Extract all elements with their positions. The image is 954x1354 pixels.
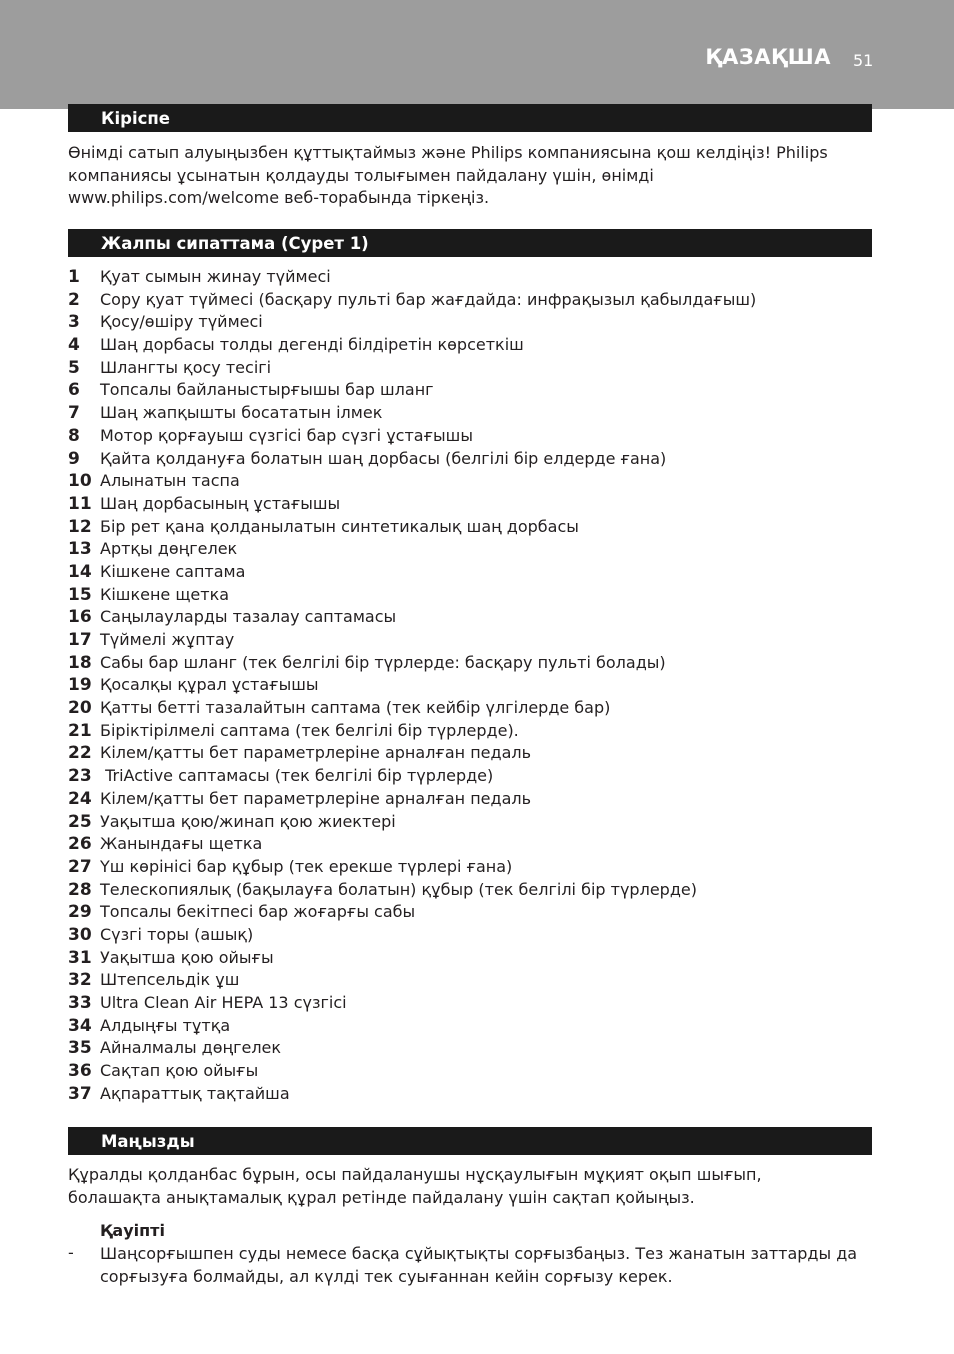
list-item [68, 584, 756, 607]
item-text: Шаң дорбасы толды дегенді білдіретін көрсеткіш [100, 335, 524, 355]
item-text: Қосу/өшіру түймесі [100, 312, 263, 332]
section-heading-text: Маңызды [101, 1132, 195, 1151]
item-number: 25 [68, 811, 92, 832]
item-number: 14 [68, 561, 92, 582]
list-item [68, 879, 756, 902]
item-text: Алынатын таспа [100, 471, 240, 491]
item-number: 15 [68, 584, 92, 605]
item-number: 29 [68, 902, 92, 923]
item-number: 19 [68, 675, 92, 696]
list-item [68, 493, 756, 516]
list-item [68, 629, 756, 652]
item-number: 12 [68, 516, 92, 537]
item-number: 34 [68, 1015, 92, 1036]
item-number: 36 [68, 1061, 92, 1082]
bullet-dash: - [68, 1243, 74, 1262]
language-title: ҚАЗАҚША [705, 45, 831, 69]
item-number: 24 [68, 788, 92, 809]
list-item [68, 674, 756, 697]
item-text: Уақытша қою ойығы [100, 947, 274, 967]
list-item [68, 538, 756, 561]
item-number: 17 [68, 630, 92, 650]
parts-list [68, 266, 756, 1105]
item-number: 16 [68, 607, 92, 628]
item-number: 27 [68, 856, 92, 877]
list-item [68, 606, 756, 629]
list-item [68, 720, 756, 743]
item-text: Жанындағы щетка [100, 834, 263, 854]
item-text: Топсалы байланыстырғышы бар шланг [100, 380, 434, 400]
item-number: 2 [68, 289, 80, 310]
danger-text: Шаңсорғышпен суды немесе басқа сұйықтықты сорғызбаңыз. Тез жанатын заттарды да сорғызуға болмайды, ал күлді тек суығаннан кейін сорғызу керек. [100, 1244, 858, 1286]
item-number: 28 [68, 879, 92, 900]
item-text: Сабы бар шланг (тек белгілі бір түрлерде: басқару пульті болады) [100, 652, 666, 672]
list-item [68, 947, 756, 970]
list-item [68, 1037, 756, 1060]
item-text: Мотор қорғауыш сүзгісі бар сүзгі ұстағышы [100, 425, 473, 445]
item-text: Ақпараттық тақтайша [100, 1083, 290, 1103]
item-text: Сүзгі торы (ашық) [100, 924, 254, 944]
list-item [68, 470, 756, 493]
item-text: Шлангты қосу тесігі [100, 357, 272, 377]
item-number: 33 [68, 993, 92, 1013]
list-item [68, 788, 756, 811]
item-number: 7 [68, 403, 80, 424]
item-number: 31 [68, 947, 92, 968]
page-number: 51 [853, 51, 874, 70]
item-text: Сору қуат түймесі (басқару пульті бар жағдайда: инфрақызыл қабылдағыш) [100, 289, 757, 309]
list-item [68, 652, 756, 675]
item-number: 5 [68, 357, 80, 378]
item-text: Шаң дорбасының ұстағышы [100, 493, 341, 513]
list-item [68, 765, 756, 788]
danger-heading: Қауіпті [100, 1221, 165, 1240]
section-heading-text: Жалпы сипаттама (Сурет 1) [101, 234, 369, 253]
list-item [68, 811, 756, 834]
item-text: Бір рет қана қолданылатын синтетикалық шаң дорбасы [100, 516, 579, 536]
list-item [68, 357, 756, 380]
list-item [68, 311, 756, 334]
list-item [68, 901, 756, 924]
list-item [68, 379, 756, 402]
item-number: 9 [68, 448, 80, 469]
section-heading-text: Кіріспе [101, 109, 170, 128]
item-text: Қуат сымын жинау түймесі [100, 267, 331, 286]
list-item [68, 697, 756, 720]
list-item [68, 1083, 756, 1106]
item-text: Қатты бетті тазалайтын саптама (тек кейбір үлгілерде бар) [100, 698, 611, 718]
list-item [68, 924, 756, 947]
item-text: Артқы дөңгелек [100, 539, 238, 559]
page-header-bar [0, 0, 954, 109]
item-text: Біріктірілмелі саптама (тек белгілі бір түрлерде). [100, 720, 519, 740]
item-number: 8 [68, 425, 80, 446]
list-item [68, 334, 756, 357]
item-text: Түймелі жұптау [100, 630, 235, 649]
item-text: Қосалқы құрал ұстағышы [100, 675, 319, 695]
list-item [68, 856, 756, 879]
list-item [68, 969, 756, 992]
intro-paragraph: Өнімді сатып алуыңызбен құттықтаймыз және Philips компаниясына қош келдіңіз! Philips компаниясы ұсынатын қолдауды толығымен пайдалану үшін, өнімді www.philips.com/welcome веб-торабында тіркеңіз. [68, 143, 828, 207]
item-number: 4 [68, 335, 80, 356]
important-paragraph: Құралды қолданбас бұрын, осы пайдаланушы нұсқаулығын мұқият оқып шығып, болашақта анықтамалық құрал ретінде пайдалану үшін сақтап қойыңыз. [68, 1165, 762, 1207]
list-item [68, 561, 756, 584]
list-item [68, 425, 756, 448]
item-number: 35 [68, 1038, 92, 1059]
item-number: 10 [68, 471, 92, 492]
item-number: 18 [68, 652, 92, 673]
section-heading-general-description [68, 229, 872, 257]
item-text: Телескопиялық (бақылауға болатын) құбыр (тек белгілі бір түрлерде) [100, 879, 697, 899]
item-text: Кішкене щетка [100, 584, 230, 604]
item-text: Штепсельдік ұш [100, 970, 240, 990]
list-item [68, 742, 756, 765]
item-number: 22 [68, 743, 92, 764]
item-text: TriActive саптамасы (тек белгілі бір түрлерде) [100, 766, 494, 786]
item-text: Айналмалы дөңгелек [100, 1038, 282, 1058]
list-item [68, 448, 756, 471]
item-text: Кілем/қатты бет параметрлеріне арналған педаль [100, 743, 532, 763]
item-text: Кішкене саптама [100, 561, 246, 581]
item-number: 32 [68, 970, 92, 991]
list-item [68, 1015, 756, 1038]
section-heading-intro [68, 104, 872, 132]
item-text: Топсалы бекітпесі бар жоғарғы сабы [100, 902, 416, 922]
item-number: 20 [68, 698, 92, 719]
item-number: 26 [68, 834, 92, 855]
item-text: Уақытша қою/жинап қою жиектері [100, 811, 396, 831]
item-number: 23 [68, 766, 92, 787]
item-number: 3 [68, 312, 80, 333]
list-item [68, 992, 756, 1015]
list-item [68, 402, 756, 425]
item-text: Шаң жапқышты босататын ілмек [100, 403, 383, 423]
item-number: 11 [68, 493, 92, 514]
item-text: Ultra Clean Air HEPA 13 сүзгісі [100, 993, 347, 1012]
list-item [68, 1060, 756, 1083]
item-number: 30 [68, 924, 92, 945]
list-item [68, 289, 756, 312]
item-number: 21 [68, 720, 92, 741]
list-item [68, 833, 756, 856]
item-text: Сақтап қою ойығы [100, 1061, 259, 1081]
item-number: 37 [68, 1083, 92, 1104]
item-number: 1 [68, 267, 80, 287]
item-text: Саңылауларды тазалау саптамасы [100, 607, 397, 627]
list-item [68, 266, 756, 289]
item-text: Қайта қолдануға болатын шаң дорбасы (белгілі бір елдерде ғана) [100, 448, 667, 468]
item-number: 13 [68, 539, 92, 560]
list-item [68, 516, 756, 539]
section-heading-important [68, 1127, 872, 1155]
item-text: Кілем/қатты бет параметрлеріне арналған педаль [100, 788, 532, 808]
item-text: Үш көрінісі бар құбыр (тек ерекше түрлері ғана) [100, 856, 513, 876]
item-text: Алдыңғы тұтқа [100, 1015, 231, 1035]
item-number: 6 [68, 380, 80, 401]
